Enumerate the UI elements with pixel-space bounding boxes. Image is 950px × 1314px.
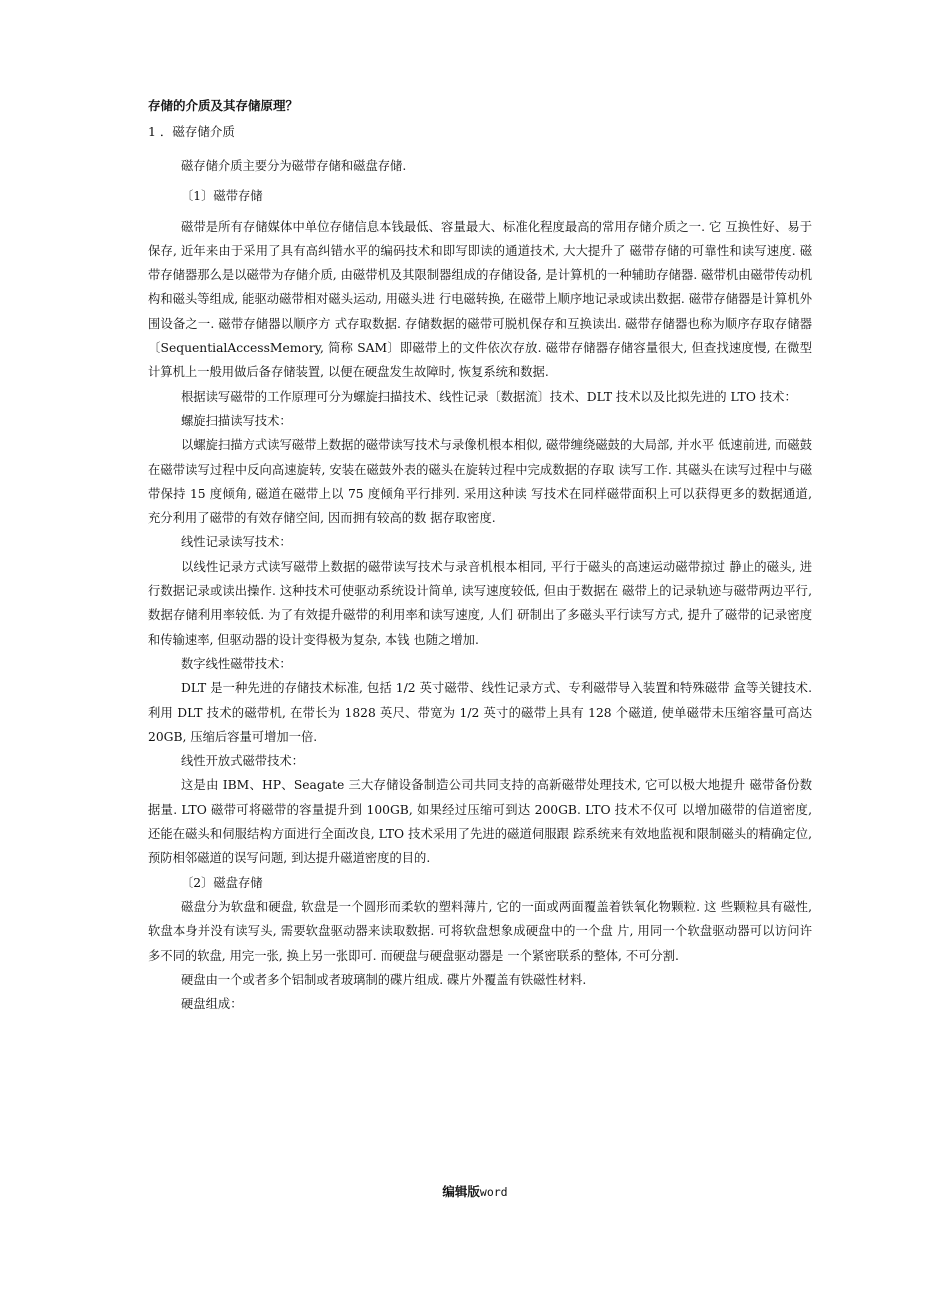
subheading-tape: 〔1〕磁带存储	[181, 189, 263, 204]
disk-paragraph-1: 磁盘分为软盘和硬盘, 软盘是一个圆形而柔软的塑料薄片, 它的一面或两面覆盖着铁氧化物颗粒. 这 些颗粒具有磁性, 软盘本身并没有读写头, 需要软盘驱动器来读取数据. 可将软盘想象成硬盘中的一个盘 片, 用同一个软盘驱动器可以访问许多不同的软盘, 用完一张, 换上另一张即可. 而硬盘与硬盘驱动器是 一个紧密联系的整体, 不可分割.	[148, 899, 812, 963]
helical-heading: 螺旋扫描读写技术：	[181, 413, 292, 428]
intro-paragraph: 磁存储介质主要分为磁带存储和磁盘存储.	[181, 159, 407, 173]
tape-paragraph-2: 根据读写磁带的工作原理可分为螺旋扫描技术、线性记录〔数据流〕技术、DLT 技术以及比拟先进的 LTO 技术：	[181, 389, 797, 404]
page-footer	[0, 1182, 950, 1202]
footer-word-label: word	[479, 1185, 508, 1199]
helical-paragraph: 以螺旋扫描方式读写磁带上数据的磁带读写技术与录像机根本相似, 磁带缠绕磁鼓的大局部, 并水平 低速前进, 而磁鼓在磁带读写过程中反向高速旋转, 安装在磁鼓外表的磁头在旋转过程中完成数据的存取 读写工作. 其磁头在读写过程中与磁带保持 15 度倾角, 磁道在磁带上以 75 度倾角平行排列. 采用这种读 写技术在同样磁带面积上可以获得更多的数据通道, 充分利用了磁带的有效存储空间, 因而拥有较高的数 据存取密度.	[148, 438, 812, 526]
lto-paragraph: 这是由 IBM、HP、Seagate 三大存储设备制造公司共同支持的高新磁带处理技术, 它可以极大地提升 磁带备份数据量. LTO 磁带可将磁带的容量提升到 100GB, 如果经过压缩可到达 200GB. LTO 技术不仅可 以增加磁带的信道密度, 还能在磁头和伺服结构方面进行全面改良, LTO 技术采用了先进的磁道伺服跟 踪系统来有效地监视和限制磁头的精确定位, 预防相邻磁道的误写问题, 到达提升磁道密度的目的.	[148, 778, 812, 866]
lto-heading: 线性开放式磁带技术：	[181, 754, 304, 769]
footer-bold-label: 编辑版	[442, 1184, 480, 1199]
linear-heading: 线性记录读写技术：	[181, 535, 292, 550]
document-title: 存储的介质及其存储原理？	[148, 98, 299, 113]
subheading-disk: 〔2〕磁盘存储	[181, 875, 263, 890]
linear-paragraph: 以线性记录方式读写磁带上数据的磁带读写技术与录音机根本相同, 平行于磁头的高速运动磁带掠过 静止的磁头, 进行数据记录或读出操作. 这种技术可使驱动系统设计简单, 读写速度较低, 但由于数据在 磁带上的记录轨迹与磁带两边平行, 数据存储利用率较低. 为了有效提升磁带的利用率和读写速度, 人们 研制出了多磁头平行读写方式, 提升了磁带的记录密度和传输速率, 但驱动器的设计变得极为复杂, 本钱 也随之增加.	[148, 559, 812, 647]
section-heading-magnetic: 1 ．磁存储介质	[148, 124, 235, 139]
dlt-paragraph: DLT 是一种先进的存储技术标准, 包括 1/2 英寸磁带、线性记录方式、专利磁带导入装置和特殊磁带 盒等关键技术. 利用 DLT 技术的磁带机, 在带长为 1828 英尺、带宽为 1/2 英寸的磁带上具有 128 个磁道, 使单磁带未压缩容量可高达 20GB, 压缩后容量可增加一倍.	[148, 681, 812, 744]
disk-composition-heading: 硬盘组成：	[181, 997, 243, 1012]
tape-paragraph-1: 磁带是所有存储媒体中单位存储信息本钱最低、容量最大、标准化程度最高的常用存储介质之一. 它 互换性好、易于保存, 近年来由于采用了具有高纠错水平的编码技术和即写即读的通道技术, 大大提升了 磁带存储的可靠性和读写速度. 磁带存储器那么是以磁带为存储介质, 由磁带机及其限制器组成的存储设备, 是计算机的一种辅助存储器. 磁带机由磁带传动机构和磁头等组成, 能驱动磁带相对磁头运动, 用磁头进 行电磁转换, 在磁带上顺序地记录或读出数据. 磁带存储器是计算机外围设备之一. 磁带存储器以顺序方 式存取数据. 存储数据的磁带可脱机保存和互换读出. 磁带存储器也称为顺序存取存储器 〔SequentialAccessMemory, 简称 SAM〕即磁带上的文件依次存放. 磁带存储器存储容量很大, 但查找速度慢, 在微型计算机上一般用做后备存储装置, 以便在硬盘发生故障时, 恢复系统和数据.	[148, 219, 812, 380]
dlt-heading: 数字线性磁带技术：	[181, 656, 292, 671]
disk-paragraph-2: 硬盘由一个或者多个铝制或者玻璃制的碟片组成. 碟片外覆盖有铁磁性材料.	[181, 972, 587, 987]
document-page	[148, 96, 812, 1016]
